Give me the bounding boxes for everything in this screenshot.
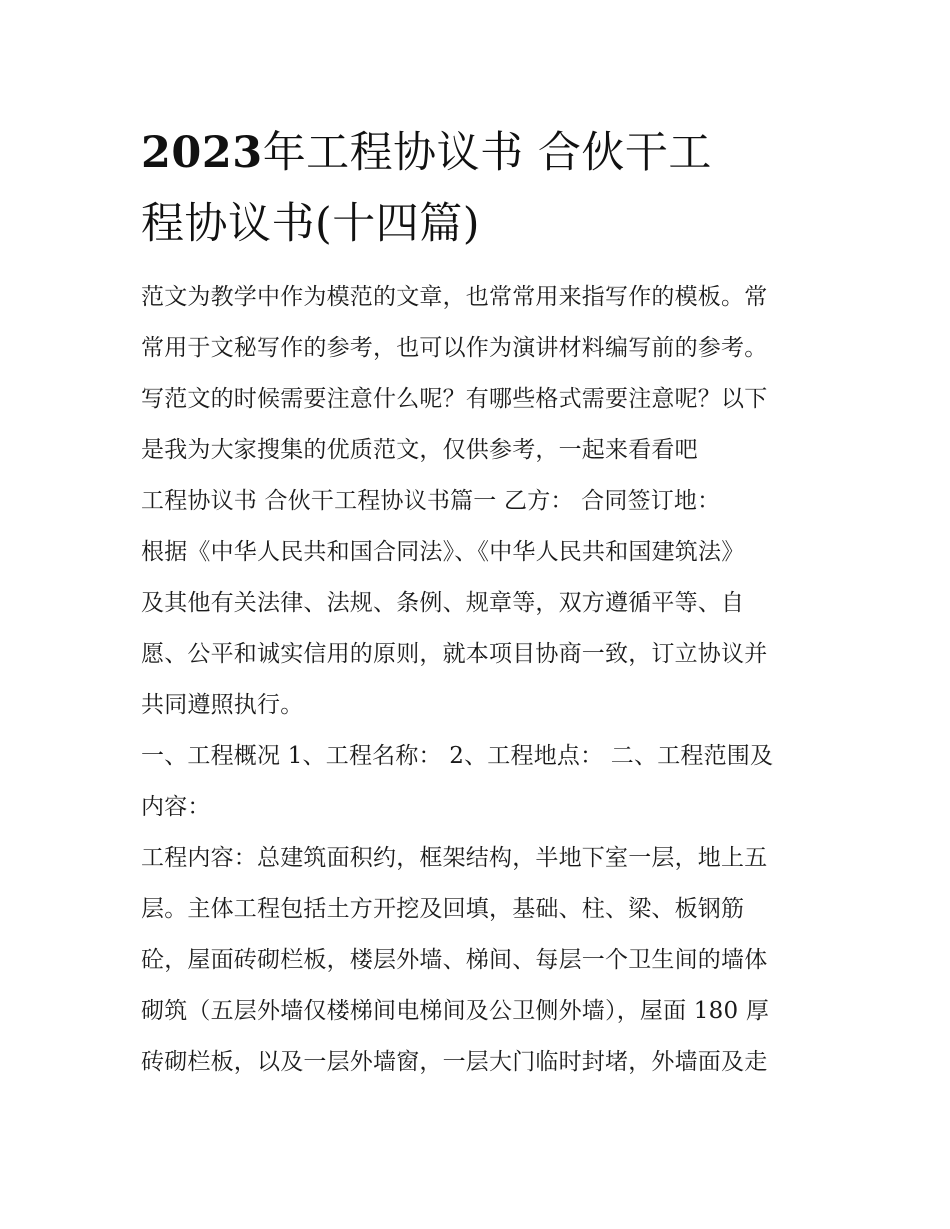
text-line: 砼，屋面砖砌栏板，楼层外墙、梯间、每层一个卫生间的墙体 (141, 947, 768, 973)
text-line: 砖砌栏板，以及一层外墙窗，一层大门临时封堵，外墙面及走 (141, 1049, 768, 1075)
text-line: 一、工程概况 1、工程名称： 2、工程地点： 二、工程范围及 (141, 743, 774, 769)
text-line: 工程协议书 合伙干工程协议书篇一 乙方： 合同签订地： (141, 488, 721, 514)
text-line: 内容： (141, 794, 211, 820)
title-line-2: 程协议书(十四篇) (141, 199, 481, 249)
paragraph-legal-basis (141, 527, 813, 731)
title-line-1 (141, 118, 813, 189)
title-line-1-text: 年工程协议书 合伙干工 (262, 128, 712, 178)
document-body (141, 118, 813, 1088)
title-year: 2023 (141, 128, 263, 178)
text-line: 砌筑（五层外墙仅楼梯间电梯间及公卫侧外墙），屋面 180 厚 (141, 998, 770, 1024)
document-title (141, 118, 813, 260)
text-line: 常用于文秘写作的参考，也可以作为演讲材料编写前的参考。 (141, 335, 768, 361)
paragraph-project-overview (141, 731, 813, 833)
text-line: 共同遵照执行。 (141, 692, 304, 718)
text-line: 写范文的时候需要注意什么呢？有哪些格式需要注意呢？以下 (141, 386, 768, 412)
paragraph-section-heading (141, 476, 813, 527)
paragraph-intro (141, 272, 813, 476)
paragraph-project-content (141, 833, 813, 1088)
text-line: 根据《中华人民共和国合同法》、《中华人民共和国建筑法》 (141, 539, 745, 565)
text-line: 及其他有关法律、法规、条例、规章等，双方遵循平等、自 (141, 590, 745, 616)
text-line: 愿、公平和诚实信用的原则，就本项目协商一致，订立协议并 (141, 641, 768, 667)
text-line: 工程内容：总建筑面积约，框架结构，半地下室一层，地上五 (141, 845, 768, 871)
text-line: 是我为大家搜集的优质范文，仅供参考，一起来看看吧 (141, 437, 698, 463)
text-line: 层。主体工程包括土方开挖及回填，基础、柱、梁、板钢筋 (141, 896, 745, 922)
text-line: 范文为教学中作为模范的文章，也常常用来指写作的模板。常 (141, 284, 768, 310)
